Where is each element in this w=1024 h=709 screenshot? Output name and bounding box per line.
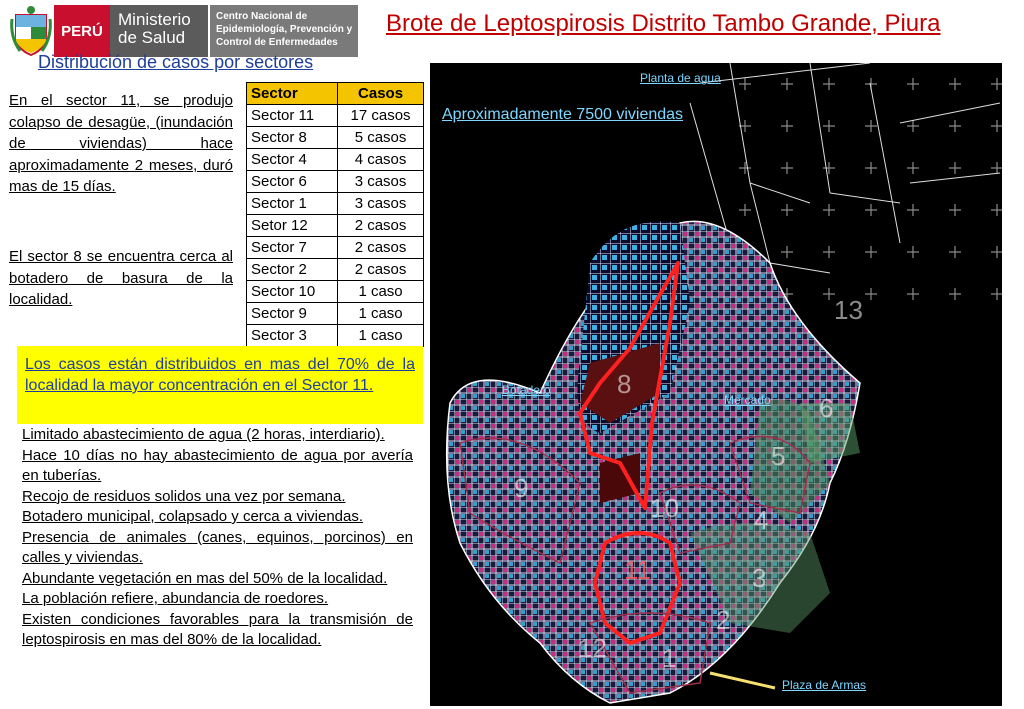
cases-cell: 5 casos [338,127,424,149]
list-item: Hace 10 días no hay abastecimiento de agua por avería en tuberías. [22,446,413,484]
table-row [247,149,424,171]
sector-number-5: 5 [771,441,786,471]
conditions-list [22,425,413,651]
list-item: Existen condiciones favorables para la transmisión de leptospirosis en mas del 80% de la localidad. [22,610,413,648]
label-dump: Botadero [502,383,551,397]
table-row [247,303,424,325]
cases-cell: 2 casos [338,259,424,281]
minsa-logo [8,5,360,57]
cases-cell: 2 casos [338,237,424,259]
table-row [247,105,424,127]
sector-cell: Setor 12 [247,215,338,237]
sector-number-1: 1 [662,643,677,673]
table-row [247,237,424,259]
column-header-cases: Casos [338,83,424,105]
sector-8-paragraph: El sector 8 se encuentra cerca al botadero de basura de la localidad. [9,248,233,308]
sector-map [430,63,1002,706]
sector-cell: Sector 11 [247,105,338,127]
cases-cell: 1 caso [338,281,424,303]
table-header-row [247,83,424,105]
sector-cell: Sector 1 [247,193,338,215]
highlight-box: Los casos están distribuidos en mas del 70% de la localidad la mayor concentración en el Sector 11. [17,346,423,424]
sector-number-13: 13 [834,295,863,325]
sector-cell: Sector 10 [247,281,338,303]
cases-cell: 1 caso [338,303,424,325]
logo-ministry: Ministerio de Salud [110,5,208,57]
table-row [247,171,424,193]
logo-country: PERÚ [54,5,110,57]
table-row [247,325,424,347]
cases-cell: 3 casos [338,193,424,215]
cases-table [246,82,424,347]
list-item: Botadero municipal, colapsado y cerca a viviendas. [22,508,364,525]
cases-cell: 4 casos [338,149,424,171]
page-subtitle: Distribución de casos por sectores [38,52,314,72]
sector-cell: Sector 4 [247,149,338,171]
list-item: Recojo de residuos solidos una vez por semana. [22,487,346,505]
label-market: Mercado [724,393,771,407]
list-item: La población refiere, abundancia de roedores. [22,590,329,607]
sector-number-2: 2 [716,605,731,635]
label-water-plant: Planta de agua [640,71,721,85]
sector-number-6: 6 [819,393,834,423]
table-row [247,259,424,281]
list-item: Limitado abastecimiento de agua (2 horas, interdiario). [22,426,385,443]
sector-cell: Sector 2 [247,259,338,281]
list-item: Abundante vegetación en mas del 50% de la localidad. [22,569,388,587]
cases-cell: 2 casos [338,215,424,237]
sector-number-12: 12 [578,633,607,663]
sector-cell: Sector 7 [247,237,338,259]
sector-cell: Sector 9 [247,303,338,325]
cases-cell: 1 caso [338,325,424,347]
column-header-sector: Sector [247,83,338,105]
table-row [247,281,424,303]
coat-of-arms-icon [8,5,54,57]
table-row [247,215,424,237]
table-row [247,193,424,215]
sector-number-3: 3 [752,563,767,593]
sector-number-8: 8 [617,369,632,399]
sector-11-paragraph: En el sector 11, se produjo colapso de desagüe, (inundación de viviendas) hace aproximadamente 2 meses, duró mas de 15 días. [9,92,233,195]
sector-number-9: 9 [514,473,529,503]
sector-number-11: 11 [624,555,651,585]
cases-cell: 3 casos [338,171,424,193]
sector-cell: Sector 6 [247,171,338,193]
sector-cell: Sector 3 [247,325,338,347]
label-main-square: Plaza de Armas [782,678,867,692]
sector-number-10: 10 [650,493,679,523]
sector-cell: Sector 8 [247,127,338,149]
label-households: Aproximadamente 7500 viviendas [442,106,684,123]
page-title: Brote de Leptospirosis Distrito Tambo Grande, Piura [386,10,941,37]
list-item: Presencia de animales (canes, equinos, porcinos) en calles y viviendas. [22,528,413,566]
logo-center: Centro Nacional de Epidemiología, Prevención y Control de Enfermedades [208,5,358,57]
table-row [247,127,424,149]
cases-cell: 17 casos [338,105,424,127]
sector-number-4: 4 [754,505,769,535]
